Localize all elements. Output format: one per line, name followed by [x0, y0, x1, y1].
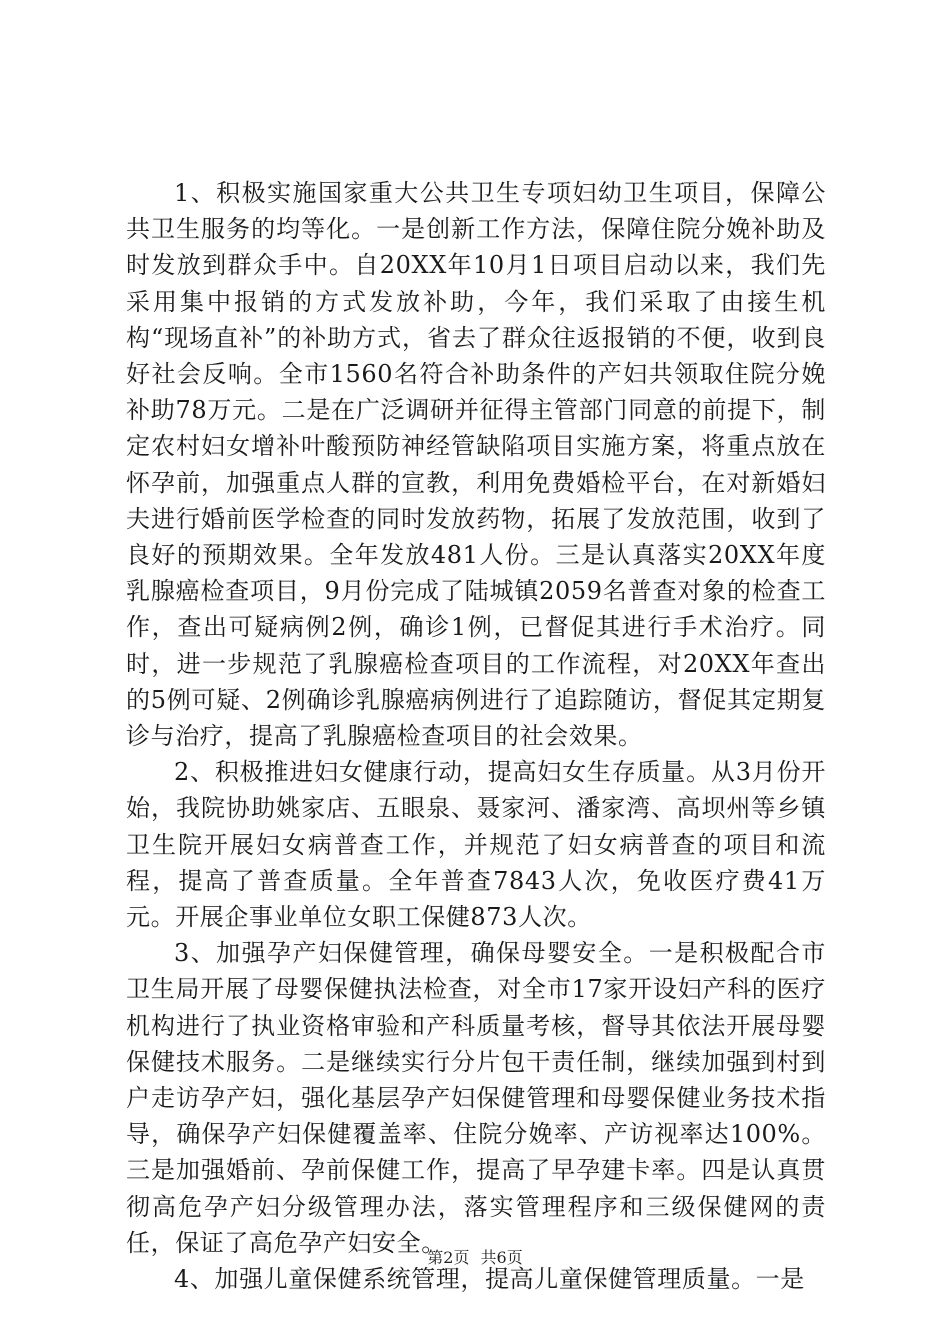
document-body	[126, 175, 826, 1297]
paragraph-3: 3、加强孕产妇保健管理，确保母婴安全。一是积极配合市卫生局开展了母婴保健执法检查，对全市17家开设妇产科的医疗机构进行了执业资格审验和产科质量考核，督导其依法开展母婴保健技术服务。二是继续实行分片包干责任制，继续加强到村到户走访孕产妇，强化基层孕产妇保健管理和母婴保健业务技术指导，确保孕产妇保健覆盖率、住院分娩率、产访视率达100%。三是加强婚前、孕前保健工作，提高了早孕建卡率。四是认真贯彻高危孕产妇分级管理办法，落实管理程序和三级保健网的责任，保证了高危孕产妇安全。	[126, 939, 826, 1257]
paragraph-2: 2、积极推进妇女健康行动，提高妇女生存质量。从3月份开始，我院协助姚家店、五眼泉、聂家河、潘家湾、高坝州等乡镇卫生院开展妇女病普查工作，并规范了妇女病普查的项目和流程，提高了普查质量。全年普查7843人次，免收医疗费41万元。开展企事业单位女职工保健873人次。	[126, 758, 826, 932]
paragraph-1: 1、积极实施国家重大公共卫生专项妇幼卫生项目，保障公共卫生服务的均等化。一是创新工作方法，保障住院分娩补助及时发放到群众手中。自20XX年10月1日项目启动以来，我们先采用集中报销的方式发放补助，今年，我们采取了由接生机构“现场直补”的补助方式，省去了群众往返报销的不便，收到良好社会反响。全市1560名符合补助条件的产妇共领取住院分娩补助78万元。二是在广泛调研并征得主管部门同意的前提下，制定农村妇女增补叶酸预防神经管缺陷项目实施方案，将重点放在怀孕前，加强重点人群的宣教，利用免费婚检平台，在对新婚妇夫进行婚前医学检查的同时发放药物，拓展了发放范围，收到了良好的预期效果。全年发放481人份。三是认真落实20XX年度乳腺癌检查项目，9月份完成了陆城镇2059名普查对象的检查工作，查出可疑病例2例，确诊1例，已督促其进行手术治疗。同时，进一步规范了乳腺癌检查项目的工作流程，对20XX年查出的5例可疑、2例确诊乳腺癌病例进行了追踪随访，督促其定期复诊与治疗，提高了乳腺癌检查项目的社会效果。	[126, 179, 826, 751]
paragraph-4: 4、加强儿童保健系统管理，提高儿童保健管理质量。一是	[174, 1265, 805, 1294]
page-total: 共6页	[480, 1248, 523, 1267]
page-number: 第2页	[427, 1248, 470, 1267]
page-footer	[0, 1245, 950, 1268]
